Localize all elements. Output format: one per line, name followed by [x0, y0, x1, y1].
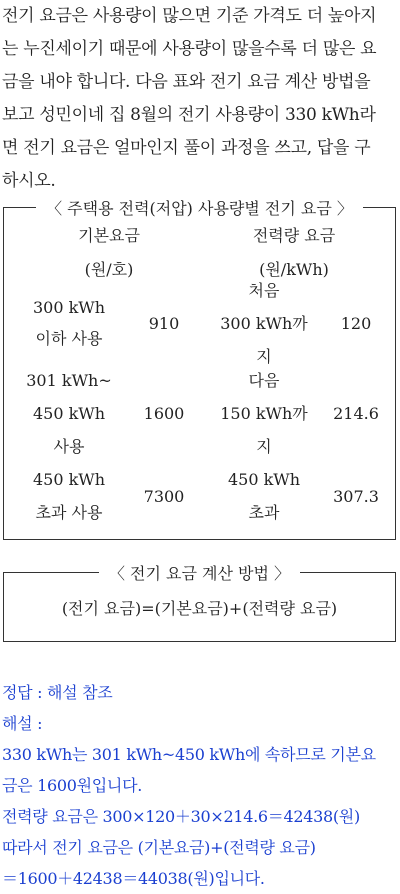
- calc-method-box: [3, 564, 396, 642]
- row1-tier-line1: 처음: [248, 281, 280, 300]
- problem-line: 보고 성민이네 집 8월의 전기 사용량이 330 kWh라: [2, 105, 376, 125]
- row3-usage-line2: 초과 사용: [35, 503, 103, 522]
- problem-line: 는 누진세이기 때문에 사용량이 많을수록 더 많은 요: [2, 39, 377, 59]
- method-title-wrap: [4, 561, 395, 584]
- row1-basic-fee: 910: [148, 314, 180, 333]
- answer-line: 전력량 요금은 300×120＋30×214.6＝42438(원): [2, 807, 360, 826]
- row2-usage-line1: 301 kWh~: [26, 371, 112, 390]
- problem-text: [2, 0, 398, 198]
- problem-line: 하시오.: [2, 171, 56, 191]
- row2-tier-line2: 150 kWh까: [220, 404, 308, 423]
- row2-usage-line3: 사용: [53, 437, 85, 456]
- problem-line: 금을 내야 합니다. 다음 표와 전기 요금 계산 방법을: [2, 72, 371, 92]
- row3-rate: 307.3: [333, 487, 379, 506]
- table-grid: [4, 208, 395, 539]
- problem-line: 전기 요금은 사용량이 많으면 기준 가격도 더 높아지: [2, 6, 377, 26]
- explanation-label: 해설 :: [2, 714, 43, 733]
- header-basic-unit: (원/호): [84, 260, 134, 279]
- row2-tier-line1: 다음: [248, 371, 280, 390]
- answer-label: 정답 : 해설 참조: [2, 683, 113, 702]
- header-power-fee: 전력량 요금: [252, 226, 336, 245]
- row1-tier-line3: 지: [256, 347, 272, 366]
- answer-line: 금은 1600원입니다.: [2, 776, 143, 795]
- rate-table: [3, 199, 396, 540]
- answer-line: 330 kWh는 301 kWh~450 kWh에 속하므로 기본요: [2, 745, 376, 764]
- method-title: 〈 전기 요금 계산 방법 〉: [99, 564, 300, 583]
- row3-basic-fee: 7300: [143, 487, 185, 506]
- answer-line: 따라서 전기 요금은 (기본요금)+(전력량 요금): [2, 838, 316, 857]
- row1-usage-line1: 300 kWh: [32, 298, 106, 317]
- row3-tier-line2: 초과: [248, 503, 280, 522]
- row2-basic-fee: 1600: [143, 404, 185, 423]
- problem-line: 면 전기 요금은 얼마인지 풀이 과정을 쓰고, 답을 구: [2, 138, 371, 158]
- row2-usage-line2: 450 kWh: [32, 404, 106, 423]
- row3-usage-line1: 450 kWh: [32, 470, 106, 489]
- row3-tier-line1: 450 kWh: [227, 470, 301, 489]
- answer-section: [2, 677, 398, 894]
- row1-rate: 120: [340, 314, 372, 333]
- table-title: 〈 주택용 전력(저압) 사용량별 전기 요금 〉: [36, 199, 363, 218]
- header-basic-fee: 기본요금: [78, 226, 140, 245]
- row2-rate: 214.6: [333, 404, 379, 423]
- row1-tier-line2: 300 kWh까: [220, 314, 308, 333]
- header-power-unit: (원/kWh): [259, 260, 329, 279]
- method-formula: (전기 요금)=(기본요금)+(전력량 요금): [61, 599, 338, 618]
- row1-usage-line2: 이하 사용: [35, 329, 103, 348]
- answer-line: ＝1600＋42438＝44038(원)입니다.: [2, 869, 265, 888]
- row2-tier-line3: 지: [256, 437, 272, 456]
